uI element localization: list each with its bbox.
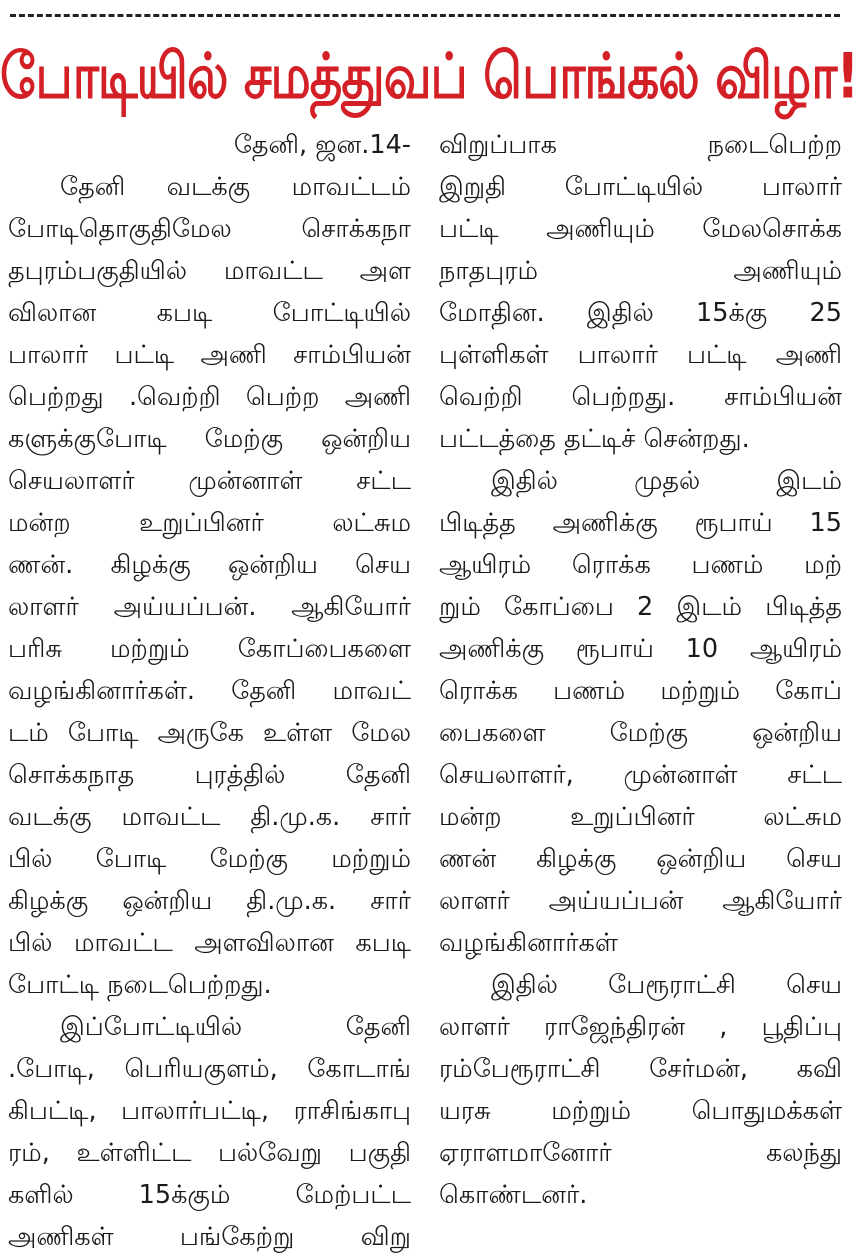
article-line: வடக்கு மாவட்ட தி.மு.க. சார் bbox=[8, 802, 411, 832]
article-line: ரம், உள்ளிட்ட பல்வேறு பகுதி bbox=[8, 1138, 411, 1168]
article-line: ரொக்க பணம் மற்றும் கோப் bbox=[439, 676, 842, 706]
article-line: அணிக்கு ரூபாய் 10 ஆயிரம் bbox=[439, 634, 842, 664]
article-line: ஏராளமானோர் கலந்து bbox=[439, 1138, 842, 1168]
article-line: பில் மாவட்ட அளவிலான கபடி bbox=[8, 928, 411, 958]
article-line: பரிசு மற்றும் கோப்பைகளை bbox=[8, 634, 411, 664]
article-line: அணிகள் பங்கேற்று விறு bbox=[8, 1222, 411, 1252]
article-line: சொக்கநாத புரத்தில் தேனி bbox=[8, 760, 411, 790]
article-line: டம் போடி அருகே உள்ள மேல bbox=[8, 718, 411, 748]
article-line: மன்ற உறுப்பினர் லட்சும bbox=[439, 802, 842, 832]
dateline: தேனி, ஜன.14- bbox=[233, 130, 411, 160]
article-line: யரசு மற்றும் பொதுமக்கள் bbox=[439, 1096, 842, 1126]
article-column-1 bbox=[8, 124, 411, 1252]
article-line: கொண்டனர். bbox=[439, 1180, 588, 1210]
article-body bbox=[8, 124, 842, 1252]
article-line: பாலார் பட்டி அணி சாம்பியன் bbox=[8, 340, 411, 370]
article-line: நாதபுரம் அணியும் bbox=[439, 256, 842, 286]
article-line: ரம்பேரூராட்சி சேர்மன், கவி bbox=[439, 1054, 842, 1084]
article-line: பட்டி அணியும் மேலசொக்க bbox=[439, 214, 842, 244]
article-line: றும் கோப்பை 2 இடம் பிடித்த bbox=[439, 592, 842, 622]
article-line: பெற்றது .வெற்றி பெற்ற அணி bbox=[8, 382, 411, 412]
article-line: வழங்கினார்கள் bbox=[439, 928, 618, 958]
article-line: வெற்றி பெற்றது. சாம்பியன் bbox=[439, 382, 842, 412]
article-line: விறுப்பாக நடைபெற்ற bbox=[439, 130, 842, 160]
article-line: ணன் கிழக்கு ஒன்றிய செய bbox=[439, 844, 842, 874]
article-line: இதில் பேரூராட்சி செய bbox=[491, 970, 842, 1000]
article-line: பிடித்த அணிக்கு ரூபாய் 15 bbox=[439, 508, 842, 538]
article-line: இதில் முதல் இடம் bbox=[491, 466, 842, 496]
article-line: லாளர் ராஜேந்திரன் , பூதிப்பு bbox=[439, 1012, 842, 1042]
article-line: செயலாளர் முன்னாள் சட்ட bbox=[8, 466, 411, 496]
article-line: பில் போடி மேற்கு மற்றும் bbox=[8, 844, 411, 874]
article-line: ஆயிரம் ரொக்க பணம் மற் bbox=[439, 550, 842, 580]
article-line: இறுதி போட்டியில் பாலார் bbox=[439, 172, 842, 202]
article-line: போடிதொகுதிமேல சொக்கநா bbox=[8, 214, 411, 244]
article-line: லாளர் அய்யப்பன். ஆகியோர் bbox=[8, 592, 411, 622]
article-line: களில் 15க்கும் மேற்பட்ட bbox=[8, 1180, 411, 1210]
headline: போடியில் சமத்துவப் பொங்கல் விழா! bbox=[0, 39, 858, 113]
article-line: பைகளை மேற்கு ஒன்றிய bbox=[439, 718, 842, 748]
article-line: லாளர் அய்யப்பன் ஆகியோர் bbox=[439, 886, 842, 916]
article-line: செயலாளர், முன்னாள் சட்ட bbox=[439, 760, 842, 790]
article-line: இப்போட்டியில் தேனி bbox=[60, 1012, 411, 1042]
article-line: மோதின. இதில் 15க்கு 25 bbox=[439, 298, 842, 328]
article-line: தபுரம்பகுதியில் மாவட்ட அள bbox=[8, 256, 411, 286]
article-column-2 bbox=[439, 124, 842, 1210]
article-line: புள்ளிகள் பாலார் பட்டி அணி bbox=[439, 340, 842, 370]
article-line: பட்டத்தை தட்டிச் சென்றது. bbox=[439, 424, 750, 454]
article-line: விலான கபடி போட்டியில் bbox=[8, 298, 411, 328]
article-line: ணன். கிழக்கு ஒன்றிய செய bbox=[8, 550, 411, 580]
article-line: தேனி வடக்கு மாவட்டம் bbox=[60, 172, 411, 202]
article-line: .போடி, பெரியகுளம், கோடாங் bbox=[8, 1054, 411, 1084]
article-line: வழங்கினார்கள். தேனி மாவட் bbox=[8, 676, 411, 706]
article-line: மன்ற உறுப்பினர் லட்சும bbox=[8, 508, 411, 538]
article-line: கிழக்கு ஒன்றிய தி.மு.க. சார் bbox=[8, 886, 411, 916]
article-line: போட்டி நடைபெற்றது. bbox=[8, 970, 272, 1000]
article-line: களுக்குபோடி மேற்கு ஒன்றிய bbox=[8, 424, 411, 454]
article-line: கிபட்டி, பாலார்பட்டி, ராசிங்காபு bbox=[8, 1096, 411, 1126]
